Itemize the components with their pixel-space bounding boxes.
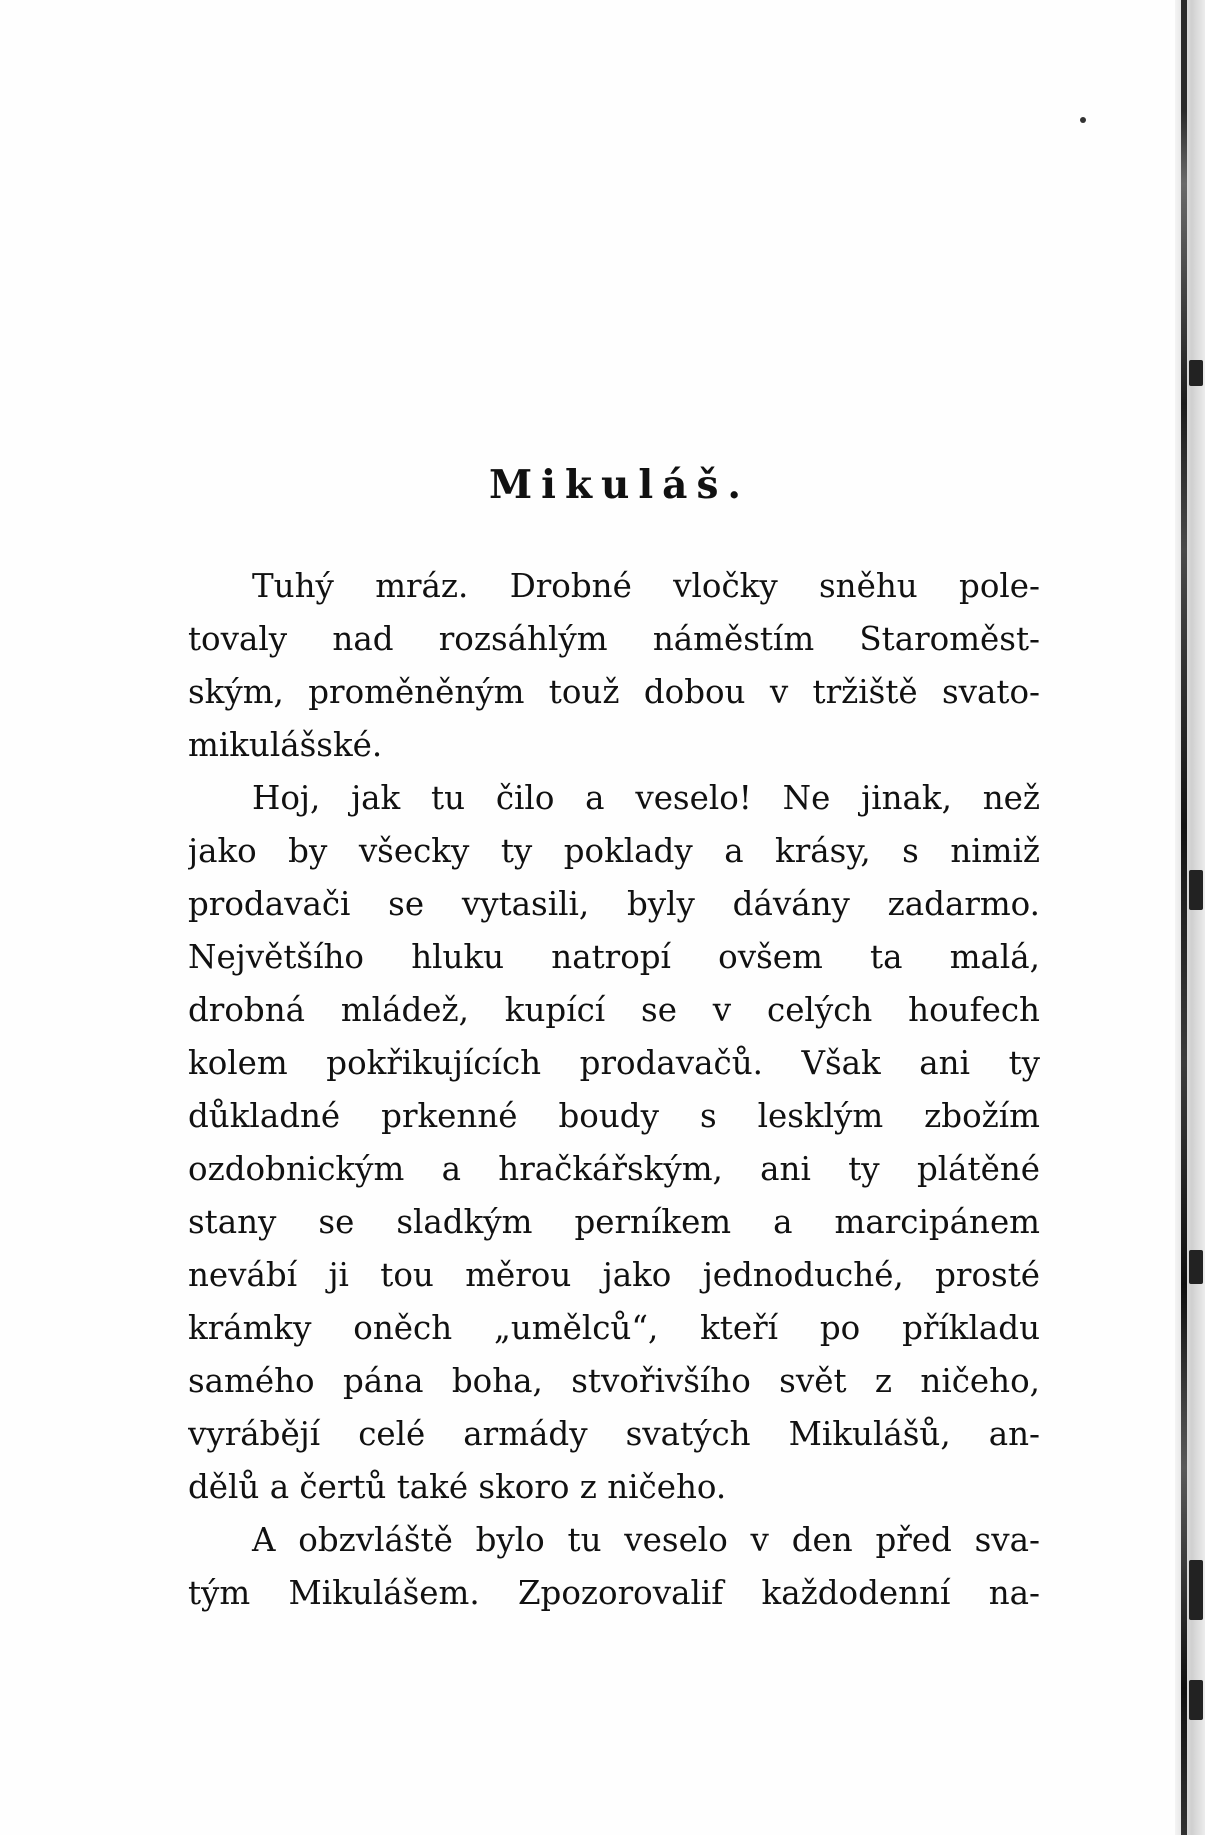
text-line: ským, proměněným touž dobou v tržiště svato-: [188, 673, 1040, 711]
text-line: ozdobnickým a hračkářským, ani ty plátěné: [188, 1150, 1040, 1188]
text-line: důkladné prkenné boudy s lesklým zbožím: [188, 1097, 1040, 1135]
ink-speck: [1080, 117, 1086, 123]
chapter-title: Mikuláš.: [489, 462, 750, 508]
text-line: jako by všecky ty poklady a krásy, s nimiž: [188, 832, 1040, 870]
text-line: mikulášské.: [188, 726, 383, 764]
text-line: krámky oněch „umělců“, kteří po příkladu: [188, 1309, 1040, 1347]
edge-mark: [1189, 1250, 1203, 1284]
text-line: dělů a čertů také skoro z ničeho.: [188, 1468, 727, 1506]
text-line: samého pána boha, stvořivšího svět z ničeho,: [188, 1362, 1040, 1400]
edge-mark: [1189, 870, 1203, 910]
text-line: Hoj, jak tu čilo a veselo! Ne jinak, než: [252, 779, 1040, 817]
text-line: Tuhý mráz. Drobné vločky sněhu pole-: [252, 567, 1040, 605]
edge-mark: [1189, 1560, 1203, 1620]
body-text: [188, 560, 1040, 1620]
text-line: drobná mládež, kupící se v celých houfech: [188, 991, 1040, 1029]
page-edge: [1175, 0, 1205, 1835]
text-line: tovaly nad rozsáhlým náměstím Staroměst-: [188, 620, 1040, 658]
binding-line: [1181, 0, 1187, 1835]
text-line: nevábí ji tou měrou jako jednoduché, prosté: [188, 1256, 1040, 1294]
text-line: A obzvláště bylo tu veselo v den před sva-: [252, 1521, 1040, 1559]
text-line: prodavači se vytasili, byly dávány zadarmo.: [188, 885, 1040, 923]
text-line: vyrábějí celé armády svatých Mikulášů, an-: [188, 1415, 1040, 1453]
text-line: tým Mikulášem. Zpozorovalif každodenní na-: [188, 1574, 1040, 1612]
text-line: Největšího hluku natropí ovšem ta malá,: [188, 938, 1040, 976]
edge-mark: [1189, 360, 1203, 386]
text-line: kolem pokřikujících prodavačů. Však ani ty: [188, 1044, 1040, 1082]
edge-mark: [1189, 1680, 1203, 1720]
text-line: stany se sladkým perníkem a marcipánem: [188, 1203, 1040, 1241]
